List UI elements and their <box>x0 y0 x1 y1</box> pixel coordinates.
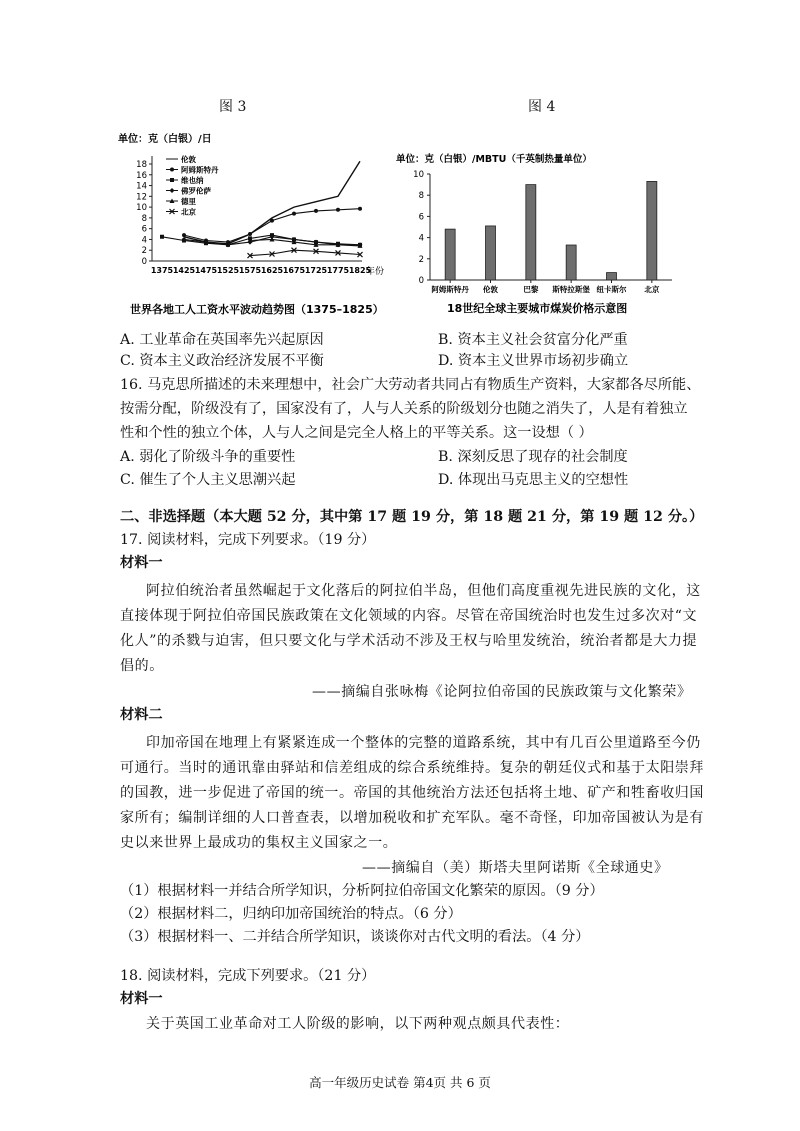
chart3-x-tick-label: 1525 <box>216 266 240 275</box>
chart4-y-tick-label: 6 <box>418 212 424 223</box>
chart3-legend-label: 德里 <box>181 197 196 206</box>
q17-material-1-label: 材料一 <box>120 555 163 571</box>
chart4-x-tick-label: 巴黎 <box>523 285 539 294</box>
chart3-legend-label: 伦敦 <box>181 155 196 164</box>
chart3-legend-label: 阿姆斯特丹 <box>181 165 219 175</box>
chart3-data-point <box>160 235 164 239</box>
chart3-x-tick-label: 1775 <box>326 266 350 275</box>
chart4-x-tick-label: 北京 <box>644 285 660 294</box>
q16-option-a[interactable]: A. 弱化了阶级斗争的重要性 <box>120 449 296 465</box>
q17-m2-source: ——摘编自（美）斯塔夫里阿诺斯《全球通史》 <box>362 860 669 876</box>
chart3-y-tick-label: 4 <box>141 235 147 246</box>
chart3-x-tick-label: 1575 <box>238 266 262 275</box>
q17-m1-line2: 直接体现于阿拉伯帝国民族政策在文化领域的内容。尽管在帝国统治时也发生过多次对“文 <box>120 608 698 624</box>
chart3-y-tick-label: 18 <box>136 160 147 170</box>
q16-option-c[interactable]: C. 催生了个人主义思潮兴起 <box>120 472 296 488</box>
chart4-bar <box>647 181 657 280</box>
chart4-unit: 单位：克（白银）/MBTU（千英制热量单位） <box>396 154 592 165</box>
chart4-y-tick-label: 8 <box>418 191 424 202</box>
chart3-y-tick-label: 14 <box>136 181 147 192</box>
q17-m2-line5: 史以来世界上最成功的集权主义国家之一。 <box>120 835 398 851</box>
chart3-x-tick-label: 1425 <box>172 266 196 275</box>
chart3-x-tick-label: 1825 <box>348 266 372 275</box>
chart3-legend-label: 北京 <box>181 207 196 217</box>
chart3-xunit: 年份 <box>366 267 385 277</box>
q17-m2-line2: 可通行。当时的通讯靠由驿站和信差组成的综合系统维持。复杂的朝廷仪式和基于太阳崇拜 <box>120 760 704 776</box>
chart4-x-tick-label: 伦敦 <box>483 285 498 294</box>
q18-m1-line1: 关于英国工业革命对工人阶级的影响，以下两种观点颇具代表性： <box>146 1016 570 1032</box>
chart3-x-tick-label: 1625 <box>260 266 284 275</box>
q15-option-a[interactable]: A. 工业革命在英国率先兴起原因 <box>120 332 324 348</box>
q17-material-2-label: 材料二 <box>120 707 163 723</box>
q15-option-d[interactable]: D. 资本主义世界市场初步确立 <box>438 353 629 369</box>
chart4-y-tick-label: 4 <box>418 233 424 244</box>
chart3-data-point <box>314 209 318 213</box>
chart4-x-tick-label: 斯特拉斯堡 <box>552 285 590 294</box>
wage-line-chart <box>110 126 400 320</box>
chart4-bar <box>607 273 617 280</box>
q17-m1-line1: 阿拉伯统治者虽然崛起于文化落后的阿拉伯半岛，但他们高度重视先进民族的文化，这 <box>146 583 701 599</box>
chart3-legend-marker <box>170 168 174 172</box>
q17-sub-question-2: （2）根据材料二，归纳印加帝国统治的特点。（6 分） <box>120 906 462 922</box>
q17-m2-line4: 家所有；编制详细的人口普查表，以增加税收和扩充军队。毫不奇怪，印加帝国被认为是有 <box>120 810 704 826</box>
chart3-y-tick-label: 16 <box>136 170 147 181</box>
q16-option-d[interactable]: D. 体现出马克思主义的空想性 <box>438 472 629 488</box>
chart3-y-tick-label: 0 <box>141 257 147 267</box>
chart3-data-point <box>182 233 186 237</box>
chart3-data-point <box>336 208 340 212</box>
q17-m2-line3: 的国教，进一步促进了帝国的统一。帝国的其他统治方法还包括将土地、矿产和牲畜收归国 <box>120 785 704 801</box>
chart3-y-tick-label: 6 <box>141 224 147 235</box>
chart4-y-tick-label: 0 <box>418 276 424 286</box>
chart4-x-tick-label: 阿姆斯特丹 <box>431 285 469 294</box>
chart3-data-point <box>292 212 296 216</box>
chart3-legend-label: 维也纳 <box>181 176 204 185</box>
q16-stem-line2: 按需分配，阶级没有了，国家没有了，人与人关系的阶级划分也随之消失了，人是有着独立 <box>120 401 688 417</box>
section-2-heading: 二、非选择题（本大题 52 分，其中第 17 题 19 分，第 18 题 21 分，第 19 题 12 分。） <box>120 509 704 525</box>
q16-stem-line3: 性和个性的独立个体，人与人之间是完全人格上的平等关系。这一设想（ ） <box>120 425 593 441</box>
q17-m1-line3: 化人”的杀戮与迫害，但只要文化与学术活动不涉及王权与哈里发统治，统治者都是大力提 <box>120 633 698 649</box>
chart4-x-tick-label: 纽卡斯尔 <box>596 285 627 294</box>
page-footer: 高一年级历史试卷 第4页 共 6 页 <box>309 1075 491 1090</box>
chart4-bar <box>486 226 496 280</box>
chart3-data-point <box>248 232 252 236</box>
chart3-y-tick-label: 2 <box>141 246 147 257</box>
chart3-unit: 单位：克（白银）/日 <box>118 134 212 145</box>
chart3-data-point <box>358 207 362 211</box>
chart3-data-point <box>270 219 274 223</box>
figure-4-caption: 图 4 <box>528 99 556 115</box>
q17-intro: 17. 阅读材料，完成下列要求。（19 分） <box>120 532 376 548</box>
chart4-bar <box>566 245 576 280</box>
chart3-legend-marker <box>170 178 174 182</box>
coal-price-bar-chart <box>392 150 692 322</box>
chart4-title: 18世纪全球主要城市煤炭价格示意图 <box>447 302 628 315</box>
q16-option-b[interactable]: B. 深刻反思了现存的社会制度 <box>438 449 628 465</box>
chart3-x-tick-label: 1675 <box>282 266 306 275</box>
chart3-y-tick-label: 12 <box>136 192 147 203</box>
chart3-legend-label: 佛罗伦萨 <box>181 186 211 196</box>
chart3-y-tick-label: 10 <box>136 203 147 214</box>
q17-sub-question-1: （1）根据材料一并结合所学知识，分析阿拉伯帝国文化繁荣的原因。（9 分） <box>120 883 604 899</box>
chart4-bar <box>445 229 455 280</box>
q15-option-b[interactable]: B. 资本主义社会贫富分化严重 <box>438 332 628 348</box>
q17-sub-question-3: （3）根据材料一、二并结合所学知识，谈谈你对古代文明的看法。（4 分） <box>120 929 590 945</box>
chart3-title: 世界各地工人工资水平波动趋势图（1375–1825） <box>130 303 384 316</box>
q15-option-c[interactable]: C. 资本主义政治经济发展不平衡 <box>120 353 324 369</box>
q17-m1-line4: 倡的。 <box>120 658 164 674</box>
figure-3-caption: 图 3 <box>219 99 247 115</box>
chart3-x-tick-label: 1475 <box>194 266 218 275</box>
q18-material-1-label: 材料一 <box>120 991 163 1007</box>
q18-intro: 18. 阅读材料，完成下列要求。（21 分） <box>120 968 376 984</box>
chart3-y-tick-label: 8 <box>141 213 147 224</box>
chart3-x-tick-label: 1725 <box>304 266 328 275</box>
chart3-x-tick-label: 1375 <box>150 266 174 275</box>
q17-m1-source: ——摘编自张咏梅《论阿拉伯帝国的民族政策与文化繁荣》 <box>312 684 692 700</box>
chart4-y-tick-label: 10 <box>413 170 424 180</box>
chart4-bar <box>526 185 536 280</box>
q17-m2-line1: 印加帝国在地理上有紧紧连成一个整体的完整的道路系统，其中有几百公里道路至今仍 <box>146 735 701 751</box>
chart4-y-tick-label: 2 <box>418 254 424 265</box>
q16-stem-line1: 16. 马克思所描述的未来理想中，社会广大劳动者共同占有物质生产资料，大家都各尽所能、 <box>120 377 701 393</box>
